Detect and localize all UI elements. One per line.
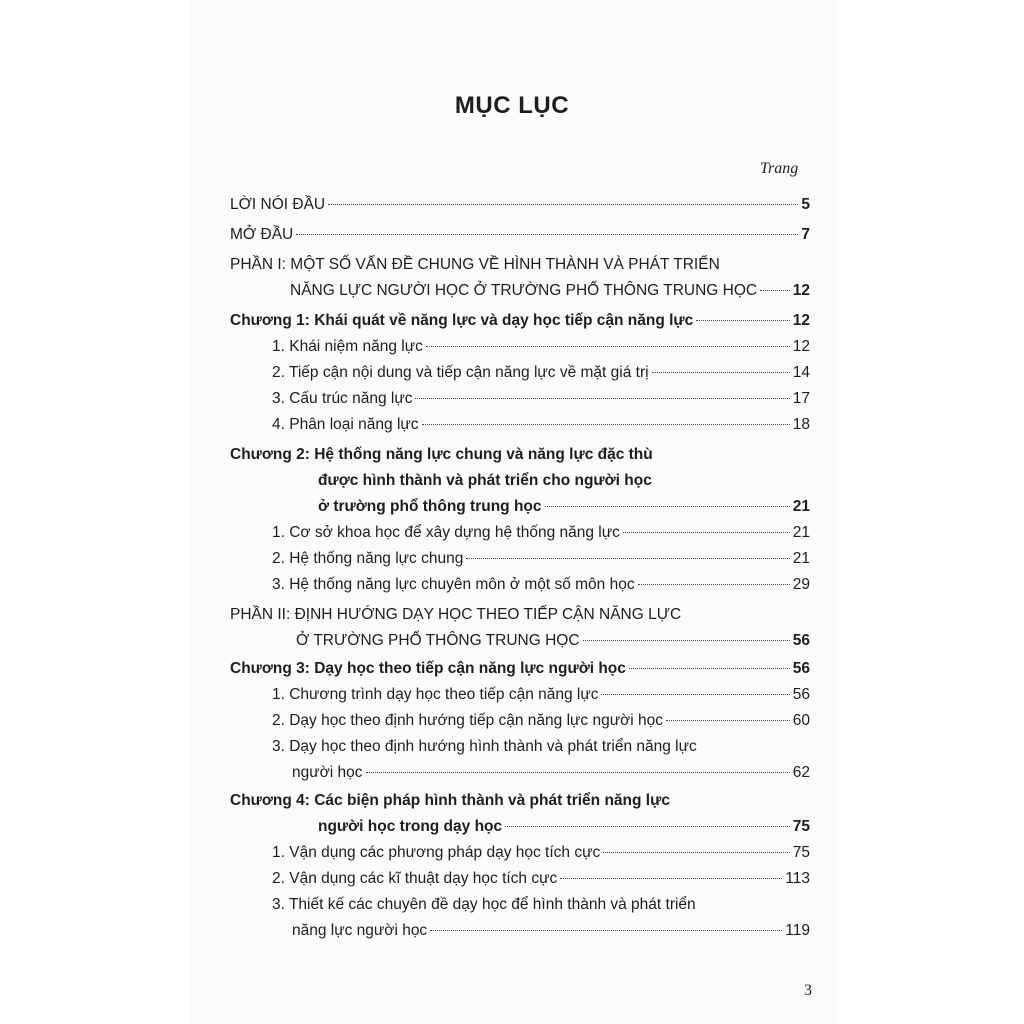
toc-entry[interactable]: LỜI NÓI ĐẦU 5 (230, 196, 810, 213)
toc-item-line[interactable]: 3. Thiết kế các chuyên đề dạy học để hình thành và phát triển (272, 896, 696, 913)
dot-leader (366, 772, 790, 773)
dot-leader (426, 346, 790, 347)
toc-entry[interactable]: MỞ ĐẦU 7 (230, 226, 810, 243)
dot-leader (545, 506, 790, 507)
toc-chapter-line[interactable]: được hình thành và phát triển cho người học (318, 472, 652, 489)
toc-item[interactable]: 2. Tiếp cận nội dung và tiếp cận năng lực về mặt giá trị 14 (272, 364, 810, 381)
toc-item[interactable]: năng lực người học 119 (292, 922, 810, 939)
toc-item[interactable]: 4. Phân loại năng lực 18 (272, 416, 810, 433)
dot-leader (430, 930, 782, 931)
toc-chapter[interactable]: ở trường phổ thông trung học 21 (318, 498, 810, 515)
toc-chapter[interactable]: Chương 3: Dạy học theo tiếp cận năng lực người học 56 (230, 660, 810, 677)
toc-chapter-line[interactable]: Chương 2: Hệ thống năng lực chung và năng lực đặc thù (230, 446, 653, 463)
toc-item[interactable]: 1. Vận dụng các phương pháp dạy học tích cực 75 (272, 844, 810, 861)
page-number: 3 (804, 982, 812, 999)
dot-leader (623, 532, 790, 533)
toc-chapter[interactable]: Chương 1: Khái quát về năng lực và dạy học tiếp cận năng lực 12 (230, 312, 810, 329)
toc-item[interactable]: 3. Cấu trúc năng lực 17 (272, 390, 810, 407)
toc-part-heading[interactable]: PHẦN II: ĐỊNH HƯỚNG DẠY HỌC THEO TIẾP CẬN NĂNG LỰC (230, 606, 682, 623)
toc-item[interactable]: 2. Dạy học theo định hướng tiếp cận năng lực người học 60 (272, 712, 810, 729)
dot-leader (560, 878, 782, 879)
toc-item-line[interactable]: 3. Dạy học theo định hướng hình thành và phát triển năng lực (272, 738, 697, 755)
dot-leader (760, 290, 790, 291)
dot-leader (696, 320, 789, 321)
toc-item[interactable]: 1. Khái niệm năng lực 12 (272, 338, 810, 355)
toc-item[interactable]: 2. Vận dụng các kĩ thuật dạy học tích cực 113 (272, 870, 810, 887)
toc-item[interactable]: 3. Hệ thống năng lực chuyên môn ở một số môn học 29 (272, 576, 810, 593)
dot-leader (666, 720, 790, 721)
dot-leader (422, 424, 790, 425)
toc-part-heading[interactable]: PHẦN I: MỘT SỐ VẤN ĐỀ CHUNG VỀ HÌNH THÀNH VÀ PHÁT TRIỂN (230, 256, 720, 273)
toc-entry[interactable]: NĂNG LỰC NGƯỜI HỌC Ở TRƯỜNG PHỔ THÔNG TRUNG HỌC 12 (290, 282, 810, 299)
dot-leader (652, 372, 790, 373)
toc-item[interactable]: 1. Chương trình dạy học theo tiếp cận năng lực 56 (272, 686, 810, 703)
dot-leader (629, 668, 790, 669)
dot-leader (296, 234, 798, 235)
dot-leader (466, 558, 789, 559)
toc-item[interactable]: người học 62 (292, 764, 810, 781)
dot-leader (583, 640, 790, 641)
toc-item[interactable]: 2. Hệ thống năng lực chung 21 (272, 550, 810, 567)
dot-leader (603, 852, 790, 853)
toc-item[interactable]: 1. Cơ sở khoa học để xây dựng hệ thống năng lực 21 (272, 524, 810, 541)
page-title: MỤC LỤC (454, 92, 570, 119)
page-column-header: Trang (760, 160, 799, 177)
dot-leader (328, 204, 798, 205)
toc-chapter[interactable]: người học trong dạy học 75 (318, 818, 810, 835)
dot-leader (505, 826, 790, 827)
dot-leader (601, 694, 789, 695)
dot-leader (415, 398, 789, 399)
dot-leader (638, 584, 790, 585)
toc-entry[interactable]: Ở TRƯỜNG PHỔ THÔNG TRUNG HỌC 56 (296, 632, 810, 649)
toc-chapter-line[interactable]: Chương 4: Các biện pháp hình thành và phát triển năng lực (230, 792, 670, 809)
